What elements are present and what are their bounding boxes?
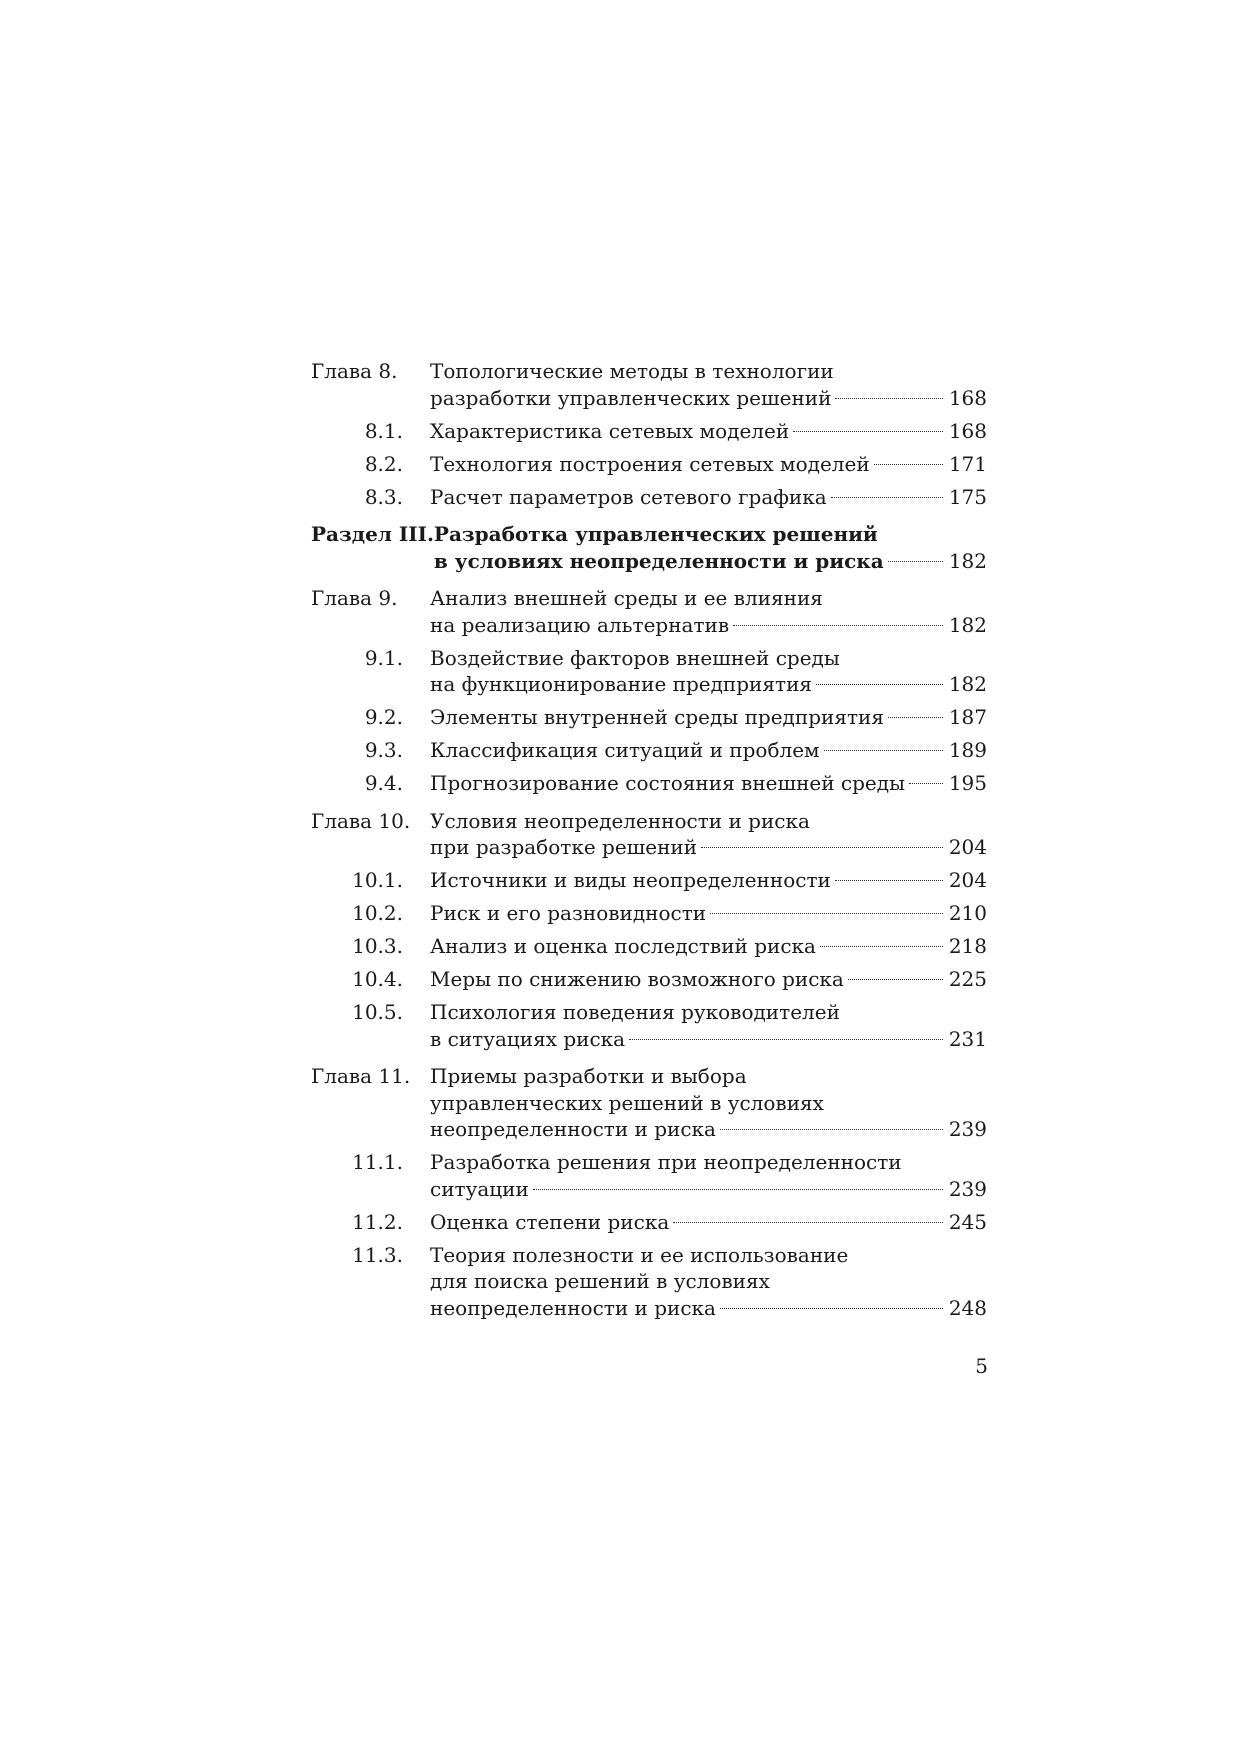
- toc-entry-label: 10.3.: [352, 934, 403, 958]
- toc-page-number: 248: [948, 1295, 987, 1320]
- toc-title-text: на функционирование предприятия: [430, 672, 813, 696]
- dot-leader: [793, 431, 943, 432]
- toc-chapter-entry: [311, 358, 987, 411]
- toc-subsection-entry: [311, 966, 987, 993]
- toc-subsection-entry: [311, 704, 987, 731]
- toc-title-line: [430, 737, 987, 764]
- toc-subsection-entry: [311, 933, 987, 960]
- dot-leader: [720, 1308, 943, 1309]
- toc-page-number: 210: [948, 901, 987, 925]
- toc-entry-title: [430, 418, 987, 445]
- toc-title-text: Риск и его разновидности: [430, 901, 707, 925]
- toc-entry-title: [430, 867, 987, 894]
- dot-leader: [720, 1129, 943, 1130]
- toc-entry-title: [430, 1149, 987, 1202]
- toc-title-line: Разработка решения при неопределенности: [430, 1150, 902, 1174]
- toc-page-number: 187: [948, 705, 987, 729]
- toc-title-line: Условия неопределенности и риска: [430, 808, 810, 833]
- dot-leader: [673, 1222, 943, 1223]
- toc-entry-title: [430, 808, 987, 861]
- toc-entry-title: [430, 770, 987, 797]
- toc-entry-title: [430, 933, 987, 960]
- toc-title-text: Анализ и оценка последствий риска: [430, 934, 816, 958]
- toc-subsection-entry: [311, 1209, 987, 1236]
- toc-entry-title: [430, 737, 987, 764]
- toc-entry-title: [430, 358, 987, 411]
- toc-section-entry: [311, 521, 987, 574]
- toc-title-text: Расчет параметров сетевого графика: [430, 484, 827, 509]
- toc-entry-label: 9.1.: [364, 645, 403, 670]
- toc-title-line: Приемы разработки и выбора: [430, 1064, 747, 1088]
- toc-entry-label: Глава 11.: [311, 1064, 411, 1088]
- dot-leader: [888, 717, 943, 718]
- toc-entry-title: [430, 645, 987, 698]
- toc-subsection-entry: [311, 999, 987, 1052]
- toc-title-line: [430, 484, 987, 511]
- toc-page-number: 204: [948, 868, 987, 892]
- toc-title-line: [430, 612, 987, 639]
- toc-page-number: 168: [948, 385, 987, 410]
- toc-title-text: неопределенности и риска: [430, 1295, 716, 1320]
- toc-subsection-entry: [311, 451, 987, 478]
- toc-entry-title: [430, 1209, 987, 1236]
- toc-page-number: 189: [948, 738, 987, 762]
- toc-subsection-entry: [311, 1149, 987, 1202]
- toc-entry-title: [430, 1063, 987, 1143]
- toc-title-line: [430, 1295, 987, 1322]
- toc-chapter-entry: [311, 585, 987, 638]
- toc-subsection-entry: [311, 1242, 987, 1322]
- toc-entry-title: [430, 1242, 987, 1322]
- toc-entry-label: 10.2.: [352, 901, 403, 925]
- toc-entry-label: Раздел III.: [311, 522, 434, 546]
- toc-title-line: для поиска решений в условиях: [430, 1269, 770, 1293]
- toc-entry-label: 11.3.: [352, 1242, 403, 1267]
- toc-chapter-entry: [311, 808, 987, 861]
- toc-title-text: в условиях неопределенности и риска: [433, 548, 884, 573]
- toc-title-line: Топологические методы в технологии: [430, 359, 834, 383]
- toc-page-number: 245: [948, 1209, 987, 1234]
- dot-leader: [824, 750, 943, 751]
- toc-subsection-entry: [311, 770, 987, 797]
- toc-entry-label: 10.5.: [352, 1000, 403, 1024]
- toc-page-number: 171: [948, 451, 987, 476]
- toc-title-line: Психология поведения руководителей: [430, 1000, 840, 1024]
- toc-title-text: ситуации: [430, 1176, 529, 1201]
- page-number: 5: [975, 1354, 988, 1378]
- toc-title-text: при разработке решений: [430, 835, 698, 859]
- toc-title-line: [430, 966, 987, 993]
- toc-subsection-entry: [311, 737, 987, 764]
- toc-title-line: [430, 900, 987, 927]
- toc-title-text: Технология построения сетевых моделей: [430, 451, 870, 476]
- toc-page-number: 182: [948, 548, 987, 573]
- dot-leader: [533, 1189, 943, 1190]
- toc-entry-label: 11.2.: [352, 1209, 403, 1234]
- toc-title-line: [430, 451, 987, 478]
- toc-title-line: [430, 1116, 987, 1143]
- toc-entry-label: 10.1.: [352, 868, 403, 892]
- toc-title-line: [430, 1026, 987, 1053]
- toc-title-line: [430, 418, 987, 445]
- toc-entry-title: [430, 451, 987, 478]
- toc-title-line: [430, 1176, 987, 1203]
- toc-entry-title: [430, 900, 987, 927]
- toc-entry-title: [434, 521, 987, 574]
- dot-leader: [835, 398, 942, 399]
- toc-subsection-entry: [311, 867, 987, 894]
- toc-title-text: Меры по снижению возможного риска: [430, 967, 844, 991]
- toc-entry-label: 8.2.: [364, 451, 403, 476]
- toc-subsection-entry: [311, 484, 987, 511]
- toc-entry-label: Глава 9.: [311, 586, 398, 610]
- toc-title-line: Воздействие факторов внешней среды: [430, 645, 840, 670]
- toc-entry-label: 11.1.: [352, 1150, 403, 1174]
- toc-page-number: 175: [948, 484, 987, 509]
- toc-title-line: [430, 834, 987, 861]
- toc-title-text: в ситуациях риска: [430, 1026, 626, 1051]
- dot-leader: [848, 979, 943, 980]
- toc-title-text: Классификация ситуаций и проблем: [430, 738, 820, 762]
- toc-page-number: 195: [948, 771, 987, 795]
- toc-entry-title: [430, 966, 987, 993]
- toc-title-line: [430, 671, 987, 698]
- toc-title-text: Характеристика сетевых моделей: [430, 418, 790, 443]
- toc-entry-title: [430, 704, 987, 731]
- toc-page-number: 182: [948, 612, 987, 637]
- toc-page-number: 239: [948, 1117, 987, 1141]
- dot-leader: [888, 561, 943, 562]
- dot-leader: [710, 913, 943, 914]
- dot-leader: [816, 684, 943, 685]
- toc-page-number: 218: [948, 934, 987, 958]
- dot-leader: [701, 847, 943, 848]
- toc-title-text: Прогнозирование состояния внешней среды: [430, 771, 905, 795]
- toc-page-number: 239: [948, 1176, 987, 1201]
- toc-title-text: Источники и виды неопределенности: [430, 868, 831, 892]
- toc-title-line: [430, 704, 987, 731]
- toc-entry-label: Глава 10.: [311, 808, 411, 833]
- dot-leader: [733, 625, 943, 626]
- toc-chapter-entry: [311, 1063, 987, 1143]
- toc-entry-title: [430, 999, 987, 1052]
- dot-leader: [874, 464, 943, 465]
- toc-title-text: разработки управленческих решений: [430, 385, 832, 410]
- toc-entry-label: 8.3.: [364, 484, 403, 509]
- toc-title-line: Теория полезности и ее использование: [430, 1242, 849, 1267]
- toc-entry-title: [430, 484, 987, 511]
- toc-page-number: 231: [948, 1026, 987, 1051]
- dot-leader: [909, 783, 943, 784]
- toc-title-line: [430, 933, 987, 960]
- toc-entry-label: 10.4.: [352, 967, 403, 991]
- toc-subsection-entry: [311, 645, 987, 698]
- toc-title-line: [430, 385, 987, 412]
- toc-page-number: 182: [948, 672, 987, 696]
- dot-leader: [831, 497, 943, 498]
- toc-entry-label: 9.3.: [364, 738, 403, 762]
- toc-page-number: 225: [948, 967, 987, 991]
- toc-entry-label: 8.1.: [364, 418, 403, 443]
- toc-subsection-entry: [311, 900, 987, 927]
- toc-entry-label: Глава 8.: [311, 359, 398, 383]
- toc-title-text: неопределенности и риска: [430, 1117, 716, 1141]
- dot-leader: [820, 946, 943, 947]
- toc-title-text: Элементы внутренней среды предприятия: [430, 705, 884, 729]
- table-of-contents: [311, 358, 987, 1328]
- toc-title-line: [430, 867, 987, 894]
- toc-title-line: Анализ внешней среды и ее влияния: [430, 586, 823, 610]
- toc-title-line: управленческих решений в условиях: [430, 1090, 824, 1115]
- toc-entry-label: 9.4.: [364, 771, 403, 795]
- toc-subsection-entry: [311, 418, 987, 445]
- dot-leader: [629, 1039, 943, 1040]
- toc-title-text: на реализацию альтернатив: [430, 612, 730, 637]
- toc-title-line: [430, 770, 987, 797]
- toc-title-text: Оценка степени риска: [430, 1209, 670, 1234]
- toc-page-number: 168: [948, 418, 987, 443]
- toc-title-line: [430, 1209, 987, 1236]
- toc-page-number: 204: [948, 835, 987, 859]
- toc-entry-label: 9.2.: [364, 705, 403, 729]
- dot-leader: [835, 880, 943, 881]
- toc-title-line: [434, 548, 987, 575]
- toc-entry-title: [430, 585, 987, 638]
- toc-title-line: Разработка управленческих решений: [433, 522, 878, 546]
